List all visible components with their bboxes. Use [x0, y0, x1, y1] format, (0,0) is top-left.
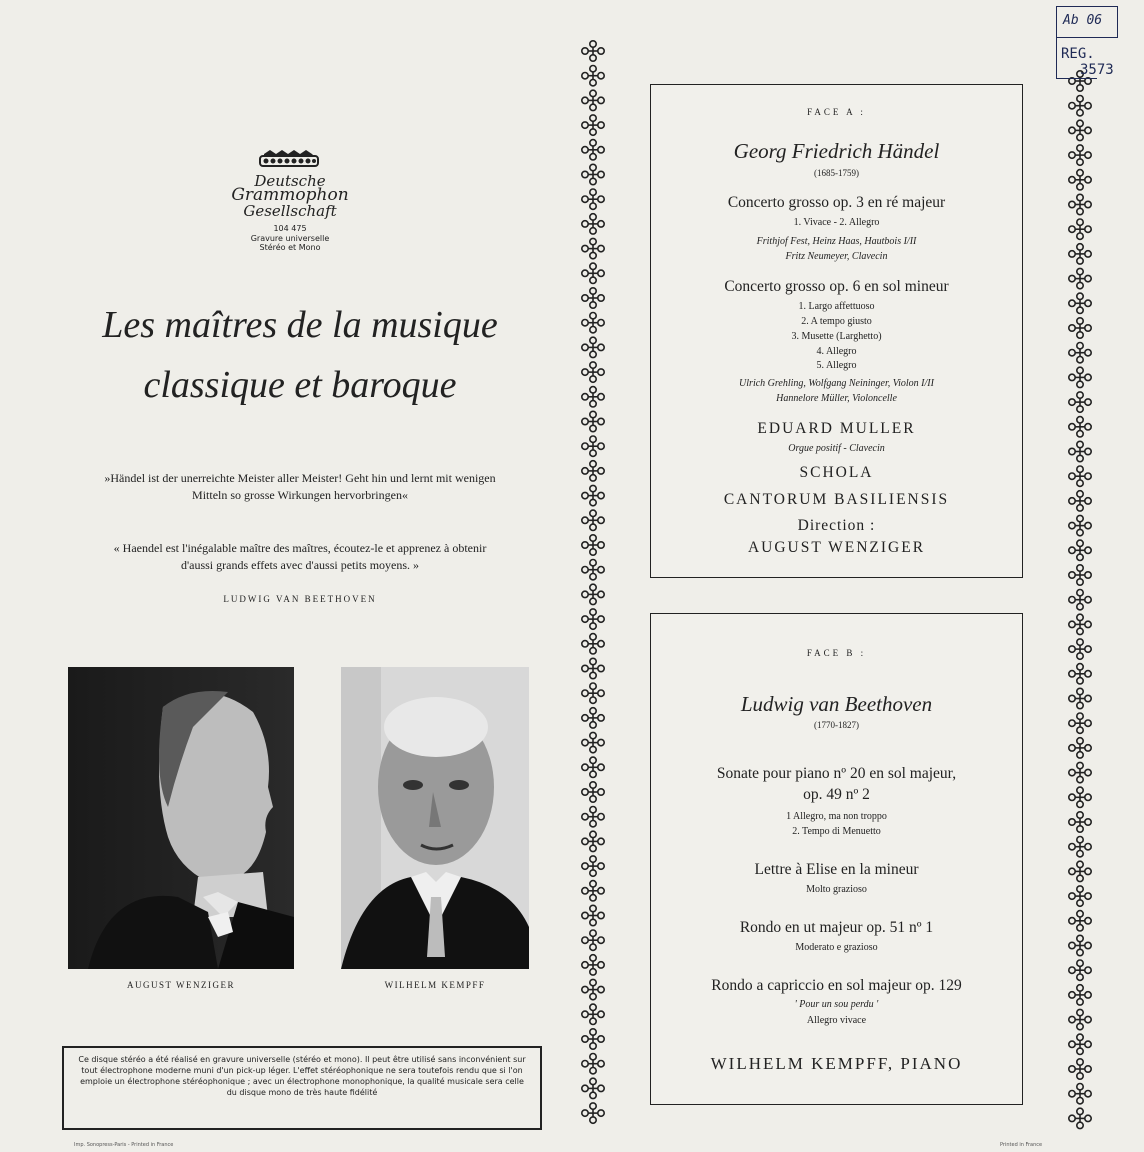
fleur-ornament-icon — [1069, 664, 1091, 684]
portrait-profile-image — [68, 667, 294, 969]
fleur-ornament-icon — [582, 979, 604, 999]
fleur-ornament-icon — [582, 362, 604, 382]
fleur-ornament-icon — [1069, 194, 1091, 214]
face-b-work1-mv1: 1 Allegro, ma non troppo — [786, 811, 887, 822]
face-a-direction: Direction : — [797, 517, 876, 534]
fleur-ornament-icon — [582, 313, 604, 333]
fleur-ornament-icon — [1069, 911, 1091, 931]
fleur-ornament-icon — [582, 1078, 604, 1098]
face-a-work2-mv4: 4. Allegro — [816, 346, 857, 357]
face-b-dates: (1770-1827) — [814, 720, 859, 730]
fleur-ornament-icon — [582, 881, 604, 901]
caption-right-photo: WILHELM KEMPFF — [384, 980, 486, 990]
quote-author: LUDWIG VAN BEETHOVEN — [223, 594, 377, 604]
fleur-ornament-icon — [582, 930, 604, 950]
fleur-ornament-icon — [1069, 170, 1091, 190]
face-b-work3-title: Rondo en ut majeur op. 51 nº 1 — [739, 919, 934, 936]
fleur-ornament-icon — [1069, 244, 1091, 264]
face-a-label: FACE A : — [807, 107, 866, 117]
face-a-work2-mv1: 1. Largo affettuoso — [798, 301, 875, 312]
fleur-ornament-icon — [582, 1054, 604, 1074]
fleur-ornament-icon — [582, 238, 604, 258]
footer-right-print: Printed in France — [1000, 1142, 1043, 1148]
fleur-ornament-icon — [582, 41, 604, 61]
fleur-ornament-icon — [1069, 688, 1091, 708]
fleur-ornament-icon — [1069, 1034, 1091, 1054]
fleur-ornament-icon — [1069, 392, 1091, 412]
fleur-ornament-icon — [582, 288, 604, 308]
face-a-work1-performers2: Fritz Neumeyer, Clavecin — [785, 251, 888, 262]
registry-stamp-number: 3573 — [1080, 62, 1114, 78]
fleur-ornament-icon — [1069, 466, 1091, 486]
fleur-ornament-icon — [1069, 837, 1091, 857]
fleur-ornament-icon — [1069, 960, 1091, 980]
fleur-ornament-icon — [582, 214, 604, 234]
fleur-ornament-icon — [582, 66, 604, 86]
ornament-border-center — [576, 40, 610, 1130]
fleur-ornament-icon — [1069, 1009, 1091, 1029]
fleur-ornament-icon — [582, 387, 604, 407]
face-a-work1-movements: 1. Vivace - 2. Allegro — [793, 217, 880, 228]
fleur-ornament-icon — [582, 807, 604, 827]
fleur-ornament-icon — [1069, 812, 1091, 832]
fleur-ornament-icon — [582, 560, 604, 580]
fleur-ornament-icon — [582, 436, 604, 456]
fleur-ornament-icon — [1069, 639, 1091, 659]
fleur-ornament-icon — [582, 535, 604, 555]
photo-wilhelm-kempff — [341, 667, 529, 969]
fleur-ornament-icon — [1069, 590, 1091, 610]
face-a-work1-title: Concerto grosso op. 3 en ré majeur — [727, 194, 946, 211]
caption-left-photo: AUGUST WENZIGER — [127, 980, 235, 990]
fleur-ornament-icon — [582, 461, 604, 481]
fleur-ornament-icon — [582, 263, 604, 283]
face-b-label: FACE B : — [806, 648, 867, 658]
headline-line1: Les maîtres de la musique — [102, 304, 498, 346]
face-a-ensemble-line2: CANTORUM BASILIENSIS — [723, 491, 950, 508]
quote-french-line1: « Haendel est l'inégalable maître des maîtres, écoutez-le et apprenez à obtenir — [113, 541, 487, 555]
fleur-ornament-icon — [582, 1103, 604, 1123]
face-a-work2-mv5: 5. Allegro — [816, 360, 857, 371]
face-a-dates: (1685-1759) — [814, 168, 859, 178]
logo-name-line1: Deutsche — [254, 172, 326, 190]
face-b-work2-title: Lettre à Elise en la mineur — [754, 861, 919, 878]
fleur-ornament-icon — [582, 90, 604, 110]
handwritten-label: Ab 06 — [1063, 13, 1103, 28]
fleur-ornament-icon — [1069, 515, 1091, 535]
fleur-ornament-icon — [582, 510, 604, 530]
fleur-ornament-icon — [582, 115, 604, 135]
photo-august-wenziger — [68, 667, 294, 969]
fleur-ornament-icon — [582, 164, 604, 184]
face-a-work2-title: Concerto grosso op. 6 en sol mineur — [724, 278, 949, 295]
fleur-ornament-icon — [582, 189, 604, 209]
format-line1: Gravure universelle — [250, 234, 330, 243]
face-b-work3-mv: Moderato e grazioso — [795, 942, 878, 953]
fleur-ornament-icon — [1069, 935, 1091, 955]
fleur-ornament-icon — [582, 757, 604, 777]
fleur-ornament-icon — [1069, 1084, 1091, 1104]
stereo-notice-box — [62, 1046, 542, 1130]
quote-german-line1: »Händel ist der unerreichte Meister aller Meister! Geht hin und lernt mit wenigen — [104, 471, 496, 485]
registry-stamp-label: REG. — [1061, 46, 1095, 62]
fleur-ornament-icon — [1069, 268, 1091, 288]
fleur-ornament-icon — [1069, 343, 1091, 363]
fleur-ornament-icon — [1069, 145, 1091, 165]
handwritten-label-box — [1056, 6, 1118, 38]
dg-tulip-crown-icon — [258, 148, 320, 170]
face-a-panel — [650, 84, 1023, 578]
face-b-performer: WILHELM KEMPFF, PIANO — [710, 1054, 963, 1073]
fleur-ornament-icon — [1069, 886, 1091, 906]
face-a-work2-mv2: 2. A tempo giusto — [801, 316, 872, 327]
portrait-frontal-image — [341, 667, 529, 969]
fleur-ornament-icon — [582, 831, 604, 851]
fleur-ornament-icon — [1069, 713, 1091, 733]
face-b-work4-subtitle: ' Pour un sou perdu ' — [794, 999, 879, 1010]
face-a-work2-performers1: Ulrich Grehling, Wolfgang Neininger, Violon I/II — [739, 378, 934, 389]
face-b-work2-mv: Molto grazioso — [806, 884, 867, 895]
fleur-ornament-icon — [582, 485, 604, 505]
fleur-ornament-icon — [582, 708, 604, 728]
face-b-work1-mv2: 2. Tempo di Menuetto — [792, 826, 881, 837]
face-b-composer: Ludwig van Beethoven — [740, 692, 933, 716]
fleur-ornament-icon — [1069, 985, 1091, 1005]
fleur-ornament-icon — [1069, 1059, 1091, 1079]
face-b-panel — [650, 613, 1023, 1105]
ornament-border-right — [1063, 70, 1097, 1130]
fleur-ornament-icon — [1069, 219, 1091, 239]
fleur-ornament-icon — [582, 584, 604, 604]
fleur-ornament-icon — [582, 683, 604, 703]
fleur-ornament-icon — [1069, 738, 1091, 758]
fleur-ornament-icon — [1069, 293, 1091, 313]
face-b-work1-title1: Sonate pour piano nº 20 en sol majeur, — [716, 765, 957, 782]
fleur-ornament-icon — [582, 782, 604, 802]
dg-logo — [200, 148, 380, 258]
face-a-work1-performers1: Frithjof Fest, Heinz Haas, Hautbois I/II — [756, 236, 917, 247]
fleur-ornament-icon — [582, 337, 604, 357]
face-a-soloist: EDUARD MULLER — [757, 420, 916, 437]
fleur-ornament-icon — [582, 955, 604, 975]
fleur-ornament-icon — [1069, 787, 1091, 807]
fleur-ornament-icon — [582, 609, 604, 629]
quote-german-line2: Mitteln so grosse Wirkungen hervorbringen« — [192, 488, 408, 502]
fleur-ornament-icon — [582, 140, 604, 160]
face-a-work2-mv3: 3. Musette (Larghetto) — [791, 331, 882, 342]
fleur-ornament-icon — [1069, 367, 1091, 387]
fleur-ornament-icon — [582, 732, 604, 752]
fleur-ornament-icon — [582, 905, 604, 925]
fleur-ornament-icon — [1069, 318, 1091, 338]
fleur-ornament-icon — [582, 1004, 604, 1024]
face-b-work4-title: Rondo a capriccio en sol majeur op. 129 — [711, 977, 962, 994]
format-line2: Stéréo et Mono — [259, 243, 321, 252]
fleur-ornament-icon — [1069, 96, 1091, 116]
fleur-ornament-icon — [582, 411, 604, 431]
face-a-composer: Georg Friedrich Händel — [733, 139, 940, 163]
face-a-ensemble-line1: SCHOLA — [799, 464, 874, 481]
fleur-ornament-icon — [1069, 1108, 1091, 1128]
fleur-ornament-icon — [1069, 762, 1091, 782]
fleur-ornament-icon — [582, 634, 604, 654]
footer-left-print: Imp. Sonopress-Paris - Printed in France — [74, 1142, 174, 1148]
fleur-ornament-icon — [1069, 417, 1091, 437]
fleur-ornament-icon — [582, 856, 604, 876]
fleur-ornament-icon — [582, 1029, 604, 1049]
catalog-number: 104 475 — [273, 224, 307, 233]
face-a-work2-performers2: Hannelore Müller, Violoncelle — [776, 393, 897, 404]
stereo-notice-text: Ce disque stéréo a été réalisé en gravure universelle (stéréo et mono). Il peut être utilisé sans inconvénient sur tout électrophone moderne muni d'un pick-up léger. L'effet stéréophonique ne sera toutefois rendu que si l'on emploie un électrophone stéréophonique ; avec un électrophone monophonique, la qualité musicale sera celle du disque mono de très haute fidélité — [78, 1055, 526, 1097]
fleur-ornament-icon — [1069, 565, 1091, 585]
fleur-ornament-icon — [1069, 861, 1091, 881]
fleur-ornament-icon — [1069, 614, 1091, 634]
fleur-ornament-icon — [1069, 491, 1091, 511]
fleur-ornament-icon — [1069, 441, 1091, 461]
face-a-soloist-role: Orgue positif - Clavecin — [788, 443, 885, 454]
face-b-work1-title2: op. 49 nº 2 — [803, 786, 870, 803]
fleur-ornament-icon — [1069, 540, 1091, 560]
fleur-ornament-icon — [582, 658, 604, 678]
face-a-conductor: AUGUST WENZIGER — [747, 539, 926, 556]
face-b-work4-mv: Allegro vivace — [806, 1015, 867, 1026]
fleur-ornament-icon — [1069, 120, 1091, 140]
logo-name-line2: Grammophon — [231, 185, 349, 205]
logo-name-line3: Gesellschaft — [243, 202, 337, 220]
headline-line2: classique et baroque — [143, 364, 457, 406]
quote-french-line2: d'aussi grands effets avec d'aussi petits moyens. » — [180, 558, 420, 572]
